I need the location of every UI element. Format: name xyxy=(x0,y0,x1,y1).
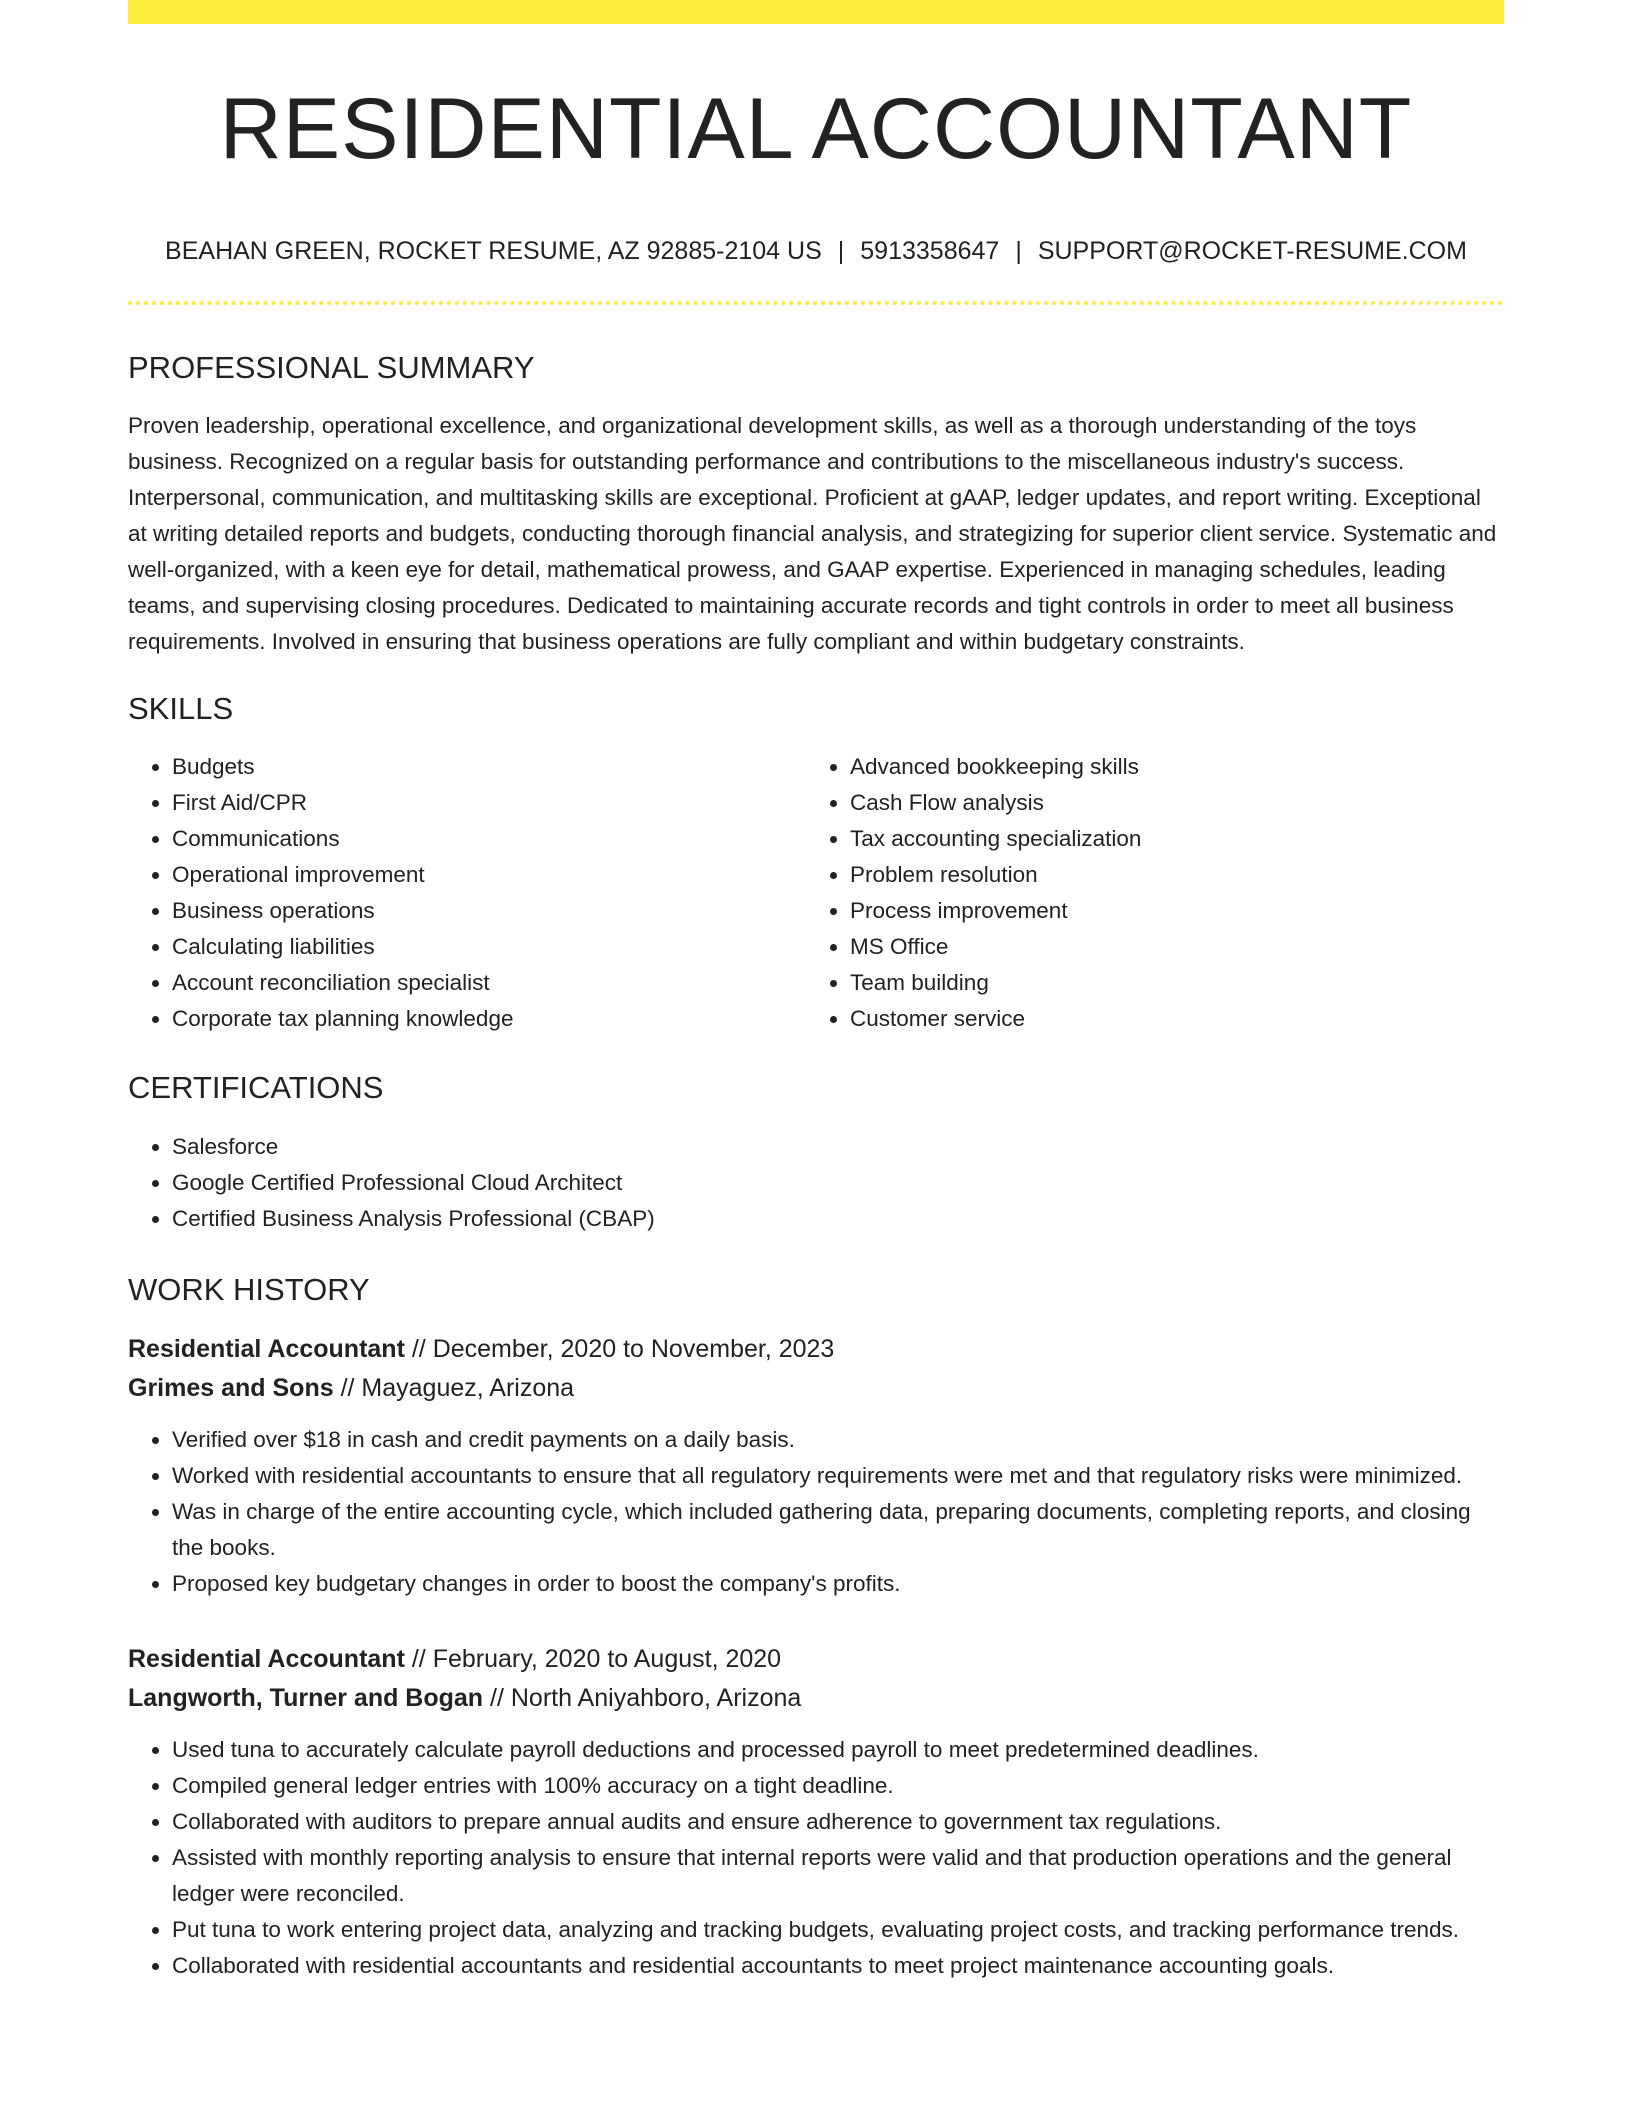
job-entry xyxy=(128,1640,1504,1984)
certification-item: • Google Certified Professional Cloud Architect xyxy=(172,1165,1504,1201)
skill-item: • Communications xyxy=(172,821,806,857)
job-title-line xyxy=(128,1330,1504,1369)
skills-list-left xyxy=(128,749,806,1037)
job-dates: // February, 2020 to August, 2020 xyxy=(404,1644,782,1673)
job-bullet: • Collaborated with auditors to prepare annual audits and ensure adherence to government tax regulations. xyxy=(172,1804,1504,1840)
skills-list-right xyxy=(806,749,1484,1037)
job-dates: // December, 2020 to November, 2023 xyxy=(404,1334,835,1363)
job-title: Residential Accountant xyxy=(128,1334,405,1363)
job-bullets xyxy=(128,1422,1504,1602)
resume-page xyxy=(128,0,1504,1984)
job-bullet: • Verified over $18 in cash and credit payments on a daily basis. xyxy=(172,1422,1504,1458)
job-company: Langworth, Turner and Bogan xyxy=(128,1683,484,1712)
certification-item: • Certified Business Analysis Professional (CBAP) xyxy=(172,1201,1504,1237)
skill-item: • Customer service xyxy=(850,1001,1484,1037)
job-bullets xyxy=(128,1732,1504,1984)
job-bullet: • Proposed key budgetary changes in order to boost the company's profits. xyxy=(172,1566,1504,1602)
job-bullet: • Was in charge of the entire accounting cycle, which included gathering data, preparing documents, completing reports, and closing the books. xyxy=(172,1494,1504,1566)
certification-item: • Salesforce xyxy=(172,1129,1504,1165)
accent-top-bar xyxy=(128,0,1504,24)
skills-grid xyxy=(128,749,1504,1037)
skills-heading: SKILLS xyxy=(128,691,234,727)
contact-info xyxy=(128,235,1504,268)
job-company-line xyxy=(128,1369,1504,1408)
job-entry xyxy=(128,1330,1504,1602)
certifications-list xyxy=(128,1129,1504,1237)
summary-heading: PROFESSIONAL SUMMARY xyxy=(128,350,535,386)
skill-item: • First Aid/CPR xyxy=(172,785,806,821)
skill-item: • Corporate tax planning knowledge xyxy=(172,1001,806,1037)
job-bullet: • Put tuna to work entering project data, analyzing and tracking budgets, evaluating project costs, and tracking performance trends. xyxy=(172,1912,1504,1948)
skill-item: • Team building xyxy=(850,965,1484,1001)
skill-item: • Tax accounting specialization xyxy=(850,821,1484,857)
job-company: Grimes and Sons xyxy=(128,1373,334,1402)
contact-phone: 5913358647 xyxy=(860,236,1000,265)
job-bullet: • Assisted with monthly reporting analysis to ensure that internal reports were valid and that production operations and the general ledger were reconciled. xyxy=(172,1840,1504,1912)
skill-item: • Problem resolution xyxy=(850,857,1484,893)
resume-title: RESIDENTIAL ACCOUNTANT xyxy=(219,81,1413,177)
skill-item: • Process improvement xyxy=(850,893,1484,929)
skill-item: • Advanced bookkeeping skills xyxy=(850,749,1484,785)
job-location: // Mayaguez, Arizona xyxy=(333,1373,575,1402)
job-bullet: • Used tuna to accurately calculate payroll deductions and processed payroll to meet predetermined deadlines. xyxy=(172,1732,1504,1768)
job-location: // North Aniyahboro, Arizona xyxy=(483,1683,802,1712)
summary-text: Proven leadership, operational excellence, and organizational development skills, as well as a thorough understanding of the toys business. Recognized on a regular basis for outstanding performance and contributions to the miscellaneous industry's success. Interpersonal, communication, and multitasking skills are exceptional. Proficient at gAAP, ledger updates, and report writing. Exceptional at writing detailed reports and budgets, conducting thorough financial analysis, and strategizing for superior client service. Systematic and well-organized, with a keen eye for detail, mathematical prowess, and GAAP expertise. Experienced in managing schedules, leading teams, and supervising closing procedures. Dedicated to maintaining accurate records and tight controls in order to meet all business requirements. Involved in ensuring that business operations are fully compliant and within budgetary constraints. xyxy=(128,413,1497,655)
skill-item: • Cash Flow analysis xyxy=(850,785,1484,821)
certifications-heading: CERTIFICATIONS xyxy=(128,1070,384,1106)
contact-separator: | xyxy=(837,236,845,265)
contact-separator: | xyxy=(1015,236,1022,265)
contact-email[interactable]: SUPPORT@ROCKET-RESUME.COM xyxy=(1037,236,1467,265)
skill-item: • Business operations xyxy=(172,893,806,929)
skill-item: • Operational improvement xyxy=(172,857,806,893)
skill-item: • Budgets xyxy=(172,749,806,785)
skill-item: • Calculating liabilities xyxy=(172,929,806,965)
job-title-line xyxy=(128,1640,1504,1679)
skill-item: • Account reconciliation specialist xyxy=(172,965,806,1001)
work-history-heading: WORK HISTORY xyxy=(128,1271,370,1307)
dotted-divider xyxy=(128,301,1504,305)
contact-address: BEAHAN GREEN, ROCKET RESUME, AZ 92885-2104 US xyxy=(165,236,822,265)
job-bullet: • Compiled general ledger entries with 100% accuracy on a tight deadline. xyxy=(172,1768,1504,1804)
job-company-line xyxy=(128,1679,1504,1718)
job-bullet: • Worked with residential accountants to ensure that all regulatory requirements were met and that regulatory risks were minimized. xyxy=(172,1458,1504,1494)
job-title: Residential Accountant xyxy=(128,1644,405,1673)
skill-item: • MS Office xyxy=(850,929,1484,965)
job-bullet: • Collaborated with residential accountants and residential accountants to meet project maintenance accounting goals. xyxy=(172,1948,1504,1984)
